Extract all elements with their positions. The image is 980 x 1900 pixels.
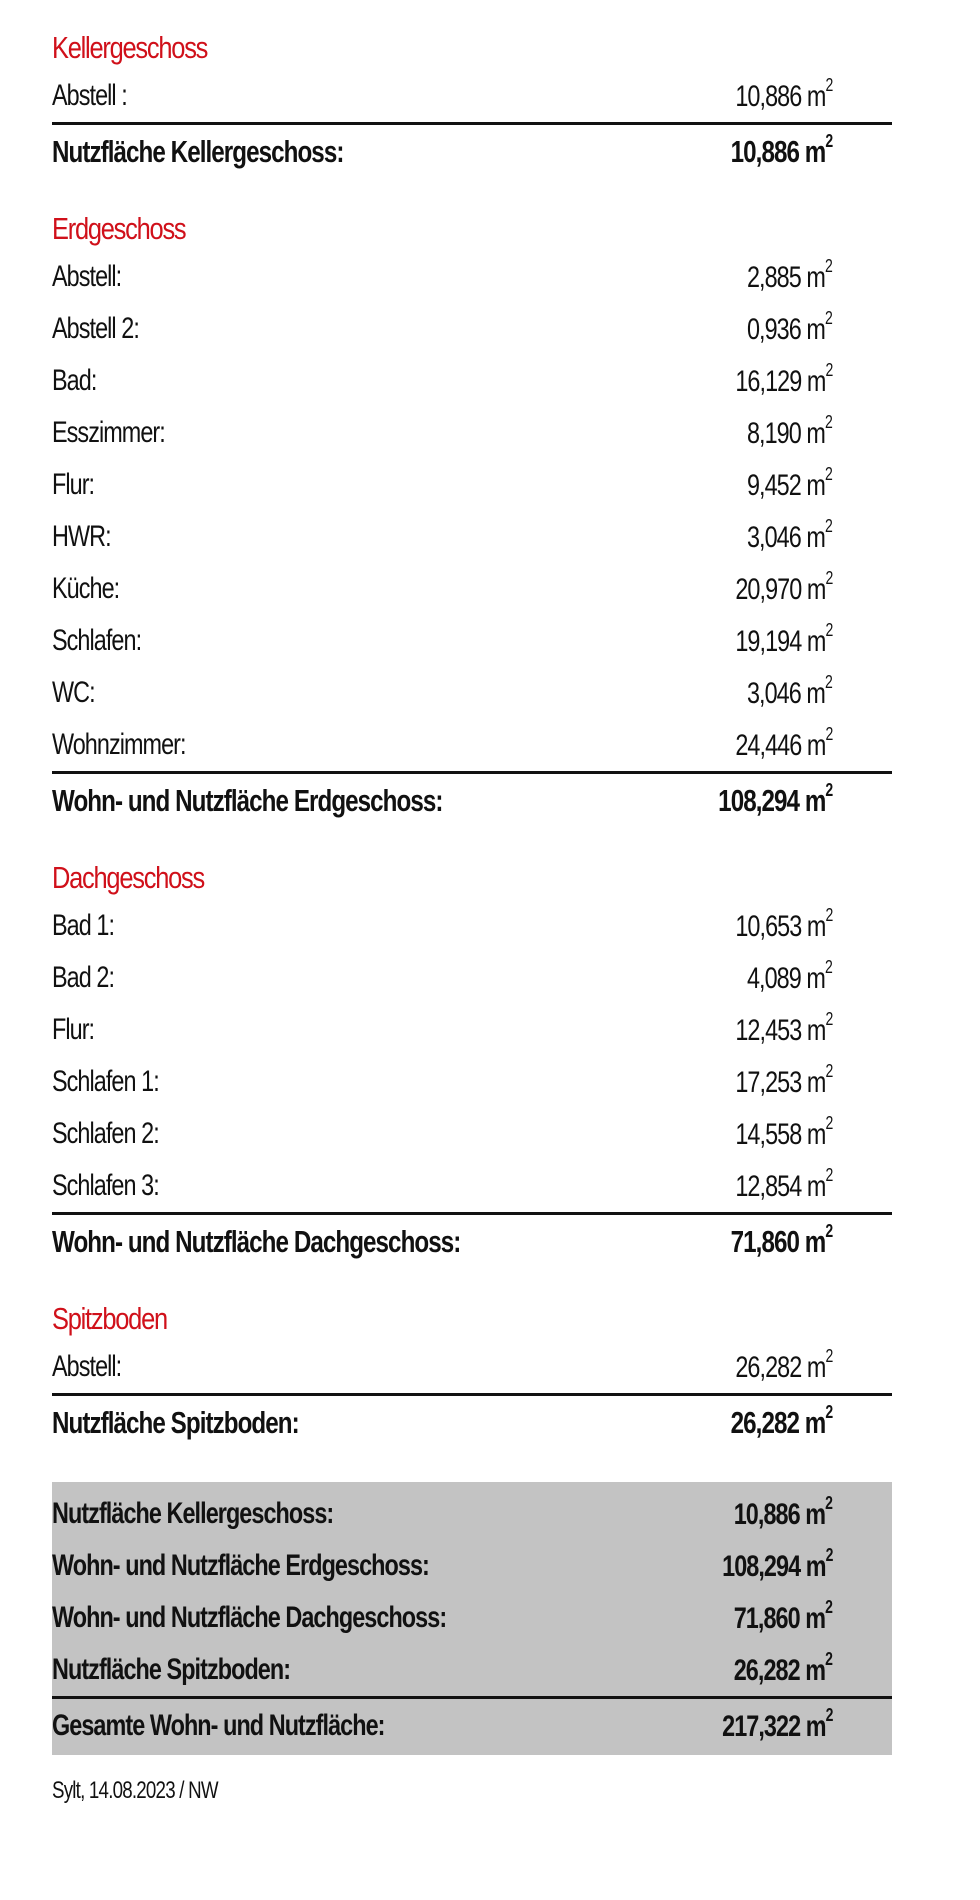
summary-label: Nutzfläche Spitzboden: [52, 1653, 291, 1686]
grand-total-row [52, 1696, 892, 1751]
grand-total-area: 217,322 $m^2$ [721, 1704, 832, 1743]
summary-area: 108,294 $m^2$ [721, 1544, 832, 1583]
room-label: Schlafen 2: [52, 1117, 159, 1150]
section-title: Kellergeschoss [52, 30, 208, 65]
room-label: HWR: [52, 520, 111, 553]
room-area: 4,089 $m^2$ [747, 956, 832, 995]
room-label: Flur: [52, 468, 95, 501]
room-area: 12,854 $m^2$ [735, 1164, 832, 1203]
room-list [52, 900, 892, 1212]
room-label: WC: [52, 676, 95, 709]
room-label: Abstell: [52, 1350, 122, 1383]
total-label: Nutzfläche Spitzboden: [52, 1405, 299, 1440]
summary-label: Nutzfläche Kellergeschoss: [52, 1497, 334, 1530]
footer-note: Sylt, 14.08.2023 / NW [52, 1777, 218, 1804]
room-area: 3,046 $m^2$ [747, 671, 832, 710]
summary-row [52, 1540, 892, 1592]
room-row [52, 1160, 892, 1212]
room-area: 10,886 $m^2$ [735, 74, 832, 113]
room-label: Abstell 2: [52, 312, 139, 345]
total-area: 108,294 $m^2$ [717, 779, 832, 818]
room-row [52, 511, 892, 563]
section-title: Dachgeschoss [52, 860, 204, 895]
room-area: 9,452 $m^2$ [747, 463, 832, 502]
room-label: Esszimmer: [52, 416, 165, 449]
room-area: 10,653 $m^2$ [735, 904, 832, 943]
room-area: 24,446 $m^2$ [735, 723, 832, 762]
section-total-row [52, 1393, 892, 1448]
summary-area: 10,886 $m^2$ [733, 1492, 832, 1531]
room-row [52, 667, 892, 719]
room-row [52, 563, 892, 615]
room-row [52, 1004, 892, 1056]
section-total-row [52, 122, 892, 177]
section-title: Erdgeschoss [52, 211, 186, 246]
room-area: 8,190 $m^2$ [747, 411, 832, 450]
section-erdgeschoss [52, 211, 892, 826]
total-area: 10,886 $m^2$ [730, 130, 832, 169]
room-area: 26,282 $m^2$ [735, 1345, 832, 1384]
room-row [52, 615, 892, 667]
summary-area: 26,282 $m^2$ [733, 1648, 832, 1687]
room-label: Abstell : [52, 79, 127, 112]
grand-total-label: Gesamte Wohn- und Nutzfläche: [52, 1709, 385, 1742]
room-label: Schlafen 3: [52, 1169, 159, 1202]
room-label: Bad 1: [52, 909, 115, 942]
room-list [52, 1341, 892, 1393]
room-area: 0,936 $m^2$ [747, 307, 832, 346]
room-label: Bad 2: [52, 961, 115, 994]
room-row [52, 251, 892, 303]
total-label: Wohn- und Nutzfläche Dachgeschoss: [52, 1224, 461, 1259]
room-row [52, 70, 892, 122]
summary-row [52, 1592, 892, 1644]
section-title: Spitzboden [52, 1301, 167, 1336]
room-label: Schlafen 1: [52, 1065, 159, 1098]
summary-box [52, 1482, 892, 1755]
room-row [52, 719, 892, 771]
section-total-row [52, 771, 892, 826]
section-dachgeschoss [52, 860, 892, 1267]
room-area: 14,558 $m^2$ [735, 1112, 832, 1151]
room-area: 12,453 $m^2$ [735, 1008, 832, 1047]
summary-row [52, 1488, 892, 1540]
room-row [52, 1056, 892, 1108]
total-area: 71,860 $m^2$ [730, 1220, 832, 1259]
room-row [52, 303, 892, 355]
room-label: Wohnzimmer: [52, 728, 186, 761]
room-area: 17,253 $m^2$ [735, 1060, 832, 1099]
room-area: 19,194 $m^2$ [735, 619, 832, 658]
area-calculation-document [52, 30, 892, 1805]
section-total-row [52, 1212, 892, 1267]
room-list [52, 70, 892, 122]
room-label: Abstell: [52, 260, 122, 293]
total-area: 26,282 $m^2$ [730, 1401, 832, 1440]
summary-label: Wohn- und Nutzfläche Erdgeschoss: [52, 1549, 429, 1582]
room-list [52, 251, 892, 771]
room-row [52, 952, 892, 1004]
room-row [52, 1341, 892, 1393]
total-label: Nutzfläche Kellergeschoss: [52, 134, 344, 169]
room-area: 20,970 $m^2$ [735, 567, 832, 606]
summary-label: Wohn- und Nutzfläche Dachgeschoss: [52, 1601, 447, 1634]
room-label: Küche: [52, 572, 120, 605]
room-row [52, 900, 892, 952]
room-area: 16,129 $m^2$ [735, 359, 832, 398]
section-spitzboden [52, 1301, 892, 1448]
room-label: Bad: [52, 364, 97, 397]
summary-area: 71,860 $m^2$ [733, 1596, 832, 1635]
total-label: Wohn- und Nutzfläche Erdgeschoss: [52, 783, 443, 818]
room-row [52, 459, 892, 511]
section-kellergeschoss [52, 30, 892, 177]
room-row [52, 355, 892, 407]
summary-row [52, 1644, 892, 1696]
room-area: 3,046 $m^2$ [747, 515, 832, 554]
room-row [52, 1108, 892, 1160]
room-area: 2,885 $m^2$ [747, 255, 832, 294]
room-label: Flur: [52, 1013, 95, 1046]
room-label: Schlafen: [52, 624, 142, 657]
room-row [52, 407, 892, 459]
